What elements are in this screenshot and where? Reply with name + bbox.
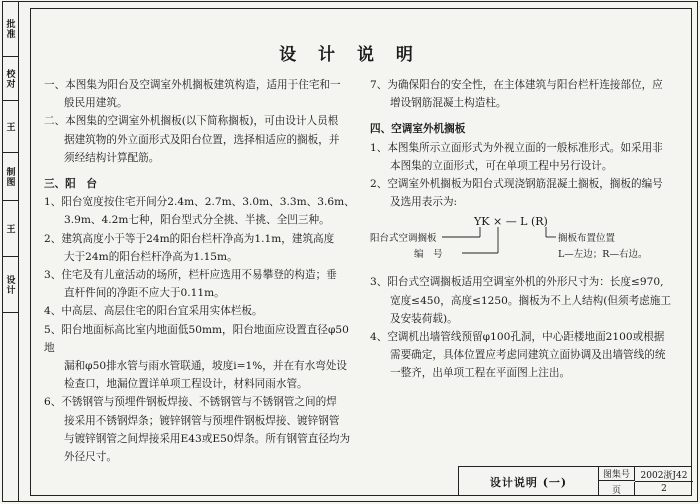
left-column: 一、本图集为阳台及空调室外机搁板建筑构造，适用于住宅和一 般民用建筑。 二、本图集的空调室外机搁板(以下简称搁板)，可由设计人员根 据建筑物的外立面形式及阳台位置，选择相适应的搁板，并 须经结构计算配筋。 三、阳 台 1、阳台宽度按住宅开间分2.4m、2.7m、3.0m、3.3m、3.6m、 3.9m、4.2m七种，阳台型式分全挑、半挑、全凹三种。 2、建筑高度小于等于24m的阳台栏杆净高为1.1m，建筑高度 大于24m的阳台栏杆净高为1.15m。 3、住宅及有儿童活动的场所，栏杆应选用不易攀登的构造；垂 直杆件间的净距不应大于0.11m。 4、中高层、高层住宅的阳台宜采用实体栏板。 5、阳台地面标高比室内地面低50mm，阳台地面应设置直径φ50地 漏和φ50排水管与雨水管联通，坡度i=1%，并在有水弯处设 检查口，地漏位置详单项工程设计，材料同雨水管。 6、不锈钢管与预埋件钢板焊接、不锈钢管与不锈钢管之间的焊 接采用不锈钢焊条；镀锌钢管与预埋件钢板焊接、镀锌钢管 与镀锌钢管之间焊接采用E43或E50焊条。所有钢管直径均为 外径尺寸。	[44, 79, 355, 464]
section-ac-shelf-heading: 四、空调室外机搁板	[370, 123, 466, 136]
page-title: 设 计 说 明	[279, 45, 421, 65]
atlas-number: 2002浙J42	[635, 467, 693, 482]
strip-cell-check: 校对	[2, 57, 18, 101]
title-block	[458, 466, 692, 496]
atlas-label: 图集号	[599, 467, 635, 481]
section-balcony-heading: 三、阳 台	[44, 178, 97, 191]
approval-strip	[2, 1, 19, 502]
right-column: 7、为确保阳台的安全性，在主体建筑与阳台栏杆连接部位，应 增设钢筋混凝土构造柱。 四、空调室外机搁板 1、本图集所示立面形式为外视立面的一般标准形式。如采用非 本图集的立面形式，可在单项工程中另行设计。 2、空调室外机搁板为阳台式现浇钢筋混凝土搁板，搁板的编号 及选用表示为: YK × — L (R) 阳台式空调搁板 编 号 搁板布置位置 L—左边；R—右边。 3、阳台式空调搁板适用空调室外机的外形尺寸为：长度≤970, 宽度≤450，高度≤1250。搁板为不上人结构(但须考虑施工 及安装荷载)。 4、空调机出墙管线预留φ100孔洞，中心距楼地面2100或根据 需要确定，具体位置应考虑同建筑立面协调及出墙管线的统 一整齐，出单项工程在平面图上注出。	[370, 76, 688, 383]
code-notation-diagram	[370, 213, 688, 271]
label-left-right: L—左边；R—右边。	[558, 249, 648, 261]
strip-cell-signature: 王	[2, 101, 18, 153]
strip-cell-approve: 批准	[2, 1, 18, 57]
label-position: 搁板布置位置	[558, 233, 616, 245]
page-label: 页	[599, 482, 635, 496]
label-shelf-type: 阳台式空调搁板	[370, 233, 437, 245]
label-number: 编 号	[414, 249, 443, 261]
page-number: 2	[661, 484, 667, 494]
strip-cell-drawing: 制图	[2, 153, 18, 201]
drawing-name: 设计说明 (一)	[459, 467, 599, 496]
strip-cell-signature-2: 王	[2, 201, 18, 257]
strip-cell-design: 设计	[2, 257, 18, 313]
code-format: YK × — L (R)	[474, 215, 548, 229]
